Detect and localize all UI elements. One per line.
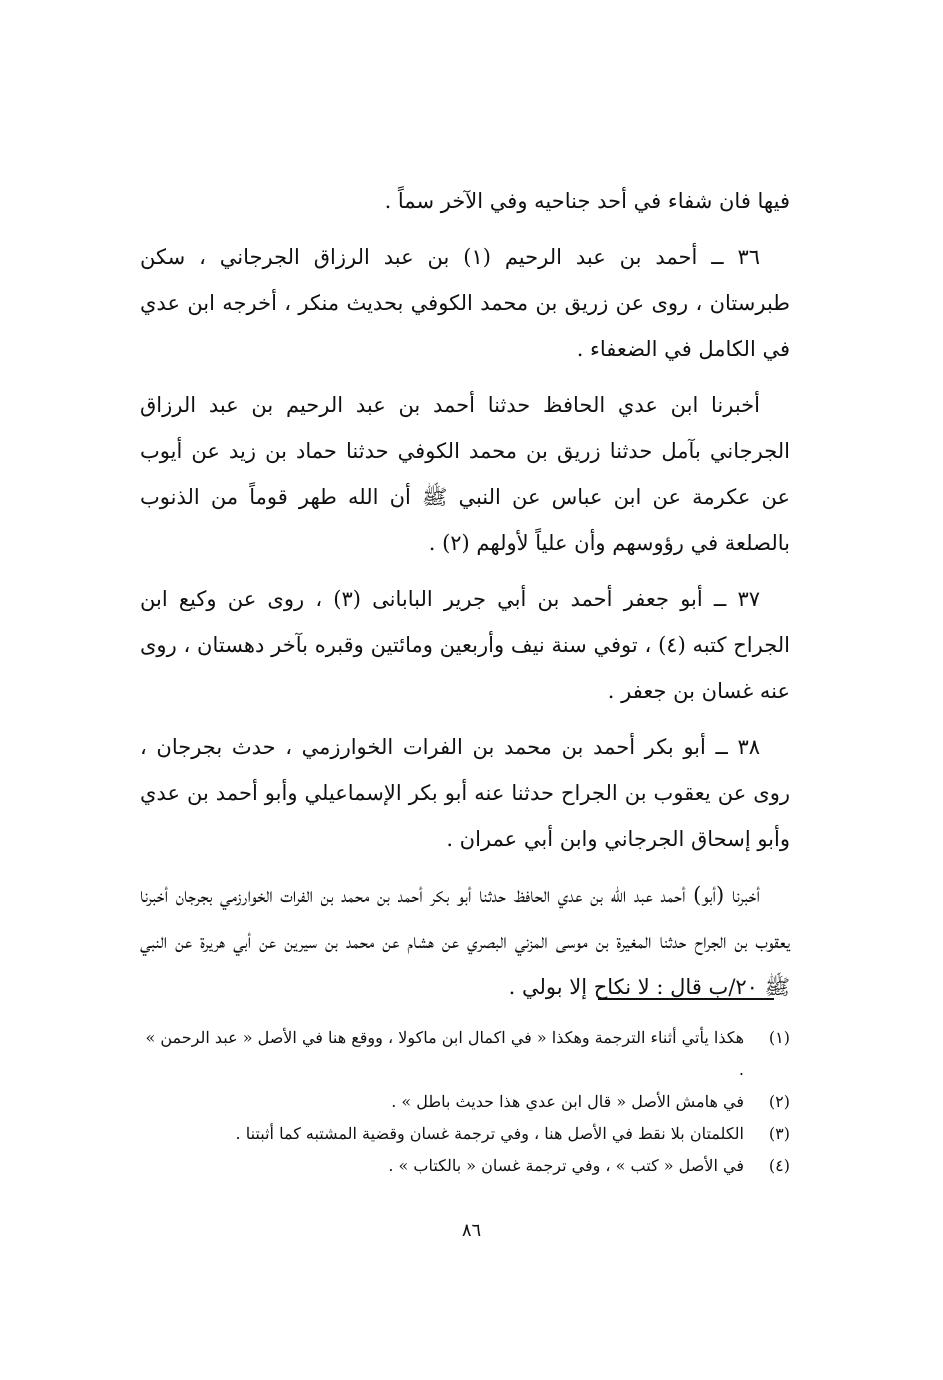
footnote bbox=[140, 1150, 790, 1182]
footnotes bbox=[140, 1022, 790, 1182]
paragraph: أخبرنا (أبو) أحمد عبد الله بن عدي الحافظ حدثنا أبو بكر أحمد بن محمد بن الفرات الخوارزمي بجرجان أخبرنا يعقوب بن الجراح حدثنا المغيرة بن موسى المزني البصري عن هشام عن محمد بن سيرين عن أبي هريرة عن النبي ﷺ ٢٠/ب قال : لا نكاح إلا بولي . bbox=[140, 883, 790, 999]
footnote-text: هكذا يأتي أثناء الترجمة وهكذا « في اكمال ابن ماكولا ، ووقع هنا في الأصل « عبد الرحمن » . bbox=[145, 1028, 744, 1079]
footnote bbox=[140, 1118, 790, 1150]
footnote-number: (٤) bbox=[768, 1156, 790, 1175]
paragraph: ٣٦ ــ أحمد بن عبد الرحيم (١) بن عبد الرزاق الجرجاني ، سكن طبرستان ، روى عن زريق بن محمد الكوفي بحديث منكر ، أخرجه ابن عدي في الكامل في الضعفاء . bbox=[140, 245, 790, 361]
footnote-text: في هامش الأصل « قال ابن عدي هذا حديث باطل » . bbox=[391, 1092, 744, 1111]
footnote-number: (١) bbox=[768, 1028, 790, 1047]
page-number: ٨٦ bbox=[461, 1220, 482, 1241]
paragraph: فيها فان شفاء في أحد جناحيه وفي الآخر سماً . bbox=[384, 189, 790, 213]
footnote bbox=[140, 1022, 790, 1086]
paragraph: أخبرنا ابن عدي الحافظ حدثنا أحمد بن عبد الرحيم بن عبد الرزاق الجرجاني بآمل حدثنا زريق بن محمد الكوفي حدثنا حماد بن زيد عن أيوب عن عكرمة عن ابن عباس عن النبي ﷺ أن الله طهر قوماً من الذنوب بالصلعة في رؤوسهم وأن علياً لأولهم (٢) . bbox=[140, 393, 790, 555]
footnote-number: (٢) bbox=[768, 1092, 790, 1111]
paragraph: ٣٨ ــ أبو بكر أحمد بن محمد بن الفرات الخوارزمي ، حدث بجرجان ، روى عن يعقوب بن الجراح حدثنا عنه أبو بكر الإسماعيلي وأبو أحمد بن عدي وأبو إسحاق الجرجاني وابن أبي عمران . bbox=[140, 735, 790, 851]
footnote bbox=[140, 1086, 790, 1118]
footnote-text: الكلمتان بلا نقط في الأصل هنا ، وفي ترجمة غسان وقضية المشتبه كما أثبتنا . bbox=[235, 1124, 744, 1143]
footnote-text: في الأصل « كتب » ، وفي ترجمة غسان « بالكتاب » . bbox=[388, 1156, 744, 1175]
footnote-divider bbox=[598, 998, 774, 1000]
footnote-number: (٣) bbox=[768, 1124, 790, 1143]
main-text bbox=[140, 178, 790, 1020]
paragraph: ٣٧ ــ أبو جعفر أحمد بن أبي جرير البابانى (٣) ، روى عن وكيع ابن الجراح كتبه (٤) ، توفي سنة نيف وأربعين ومائتين وقبره بآخر دهستان ، روى عنه غسان بن جعفر . bbox=[140, 587, 790, 703]
